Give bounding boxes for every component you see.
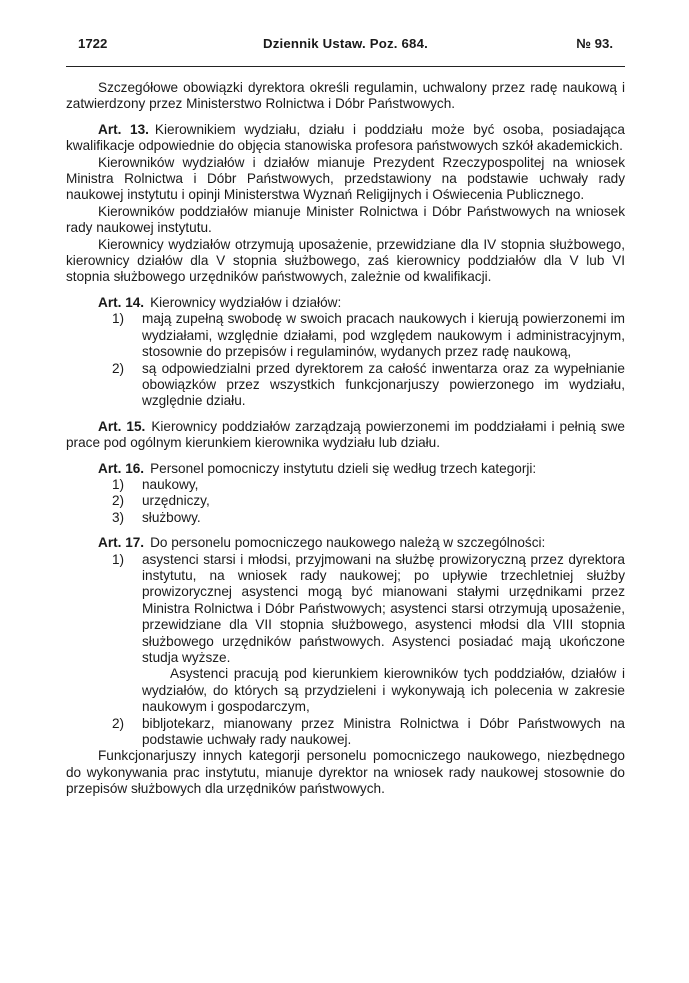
article-15-text: Kierownicy poddziałów zarządzają powierzonemi im poddziałami i pełnią swe prace pod ogólnym kierunkiem kierownika wydziału lub działu. [66, 418, 625, 451]
list-item [66, 493, 625, 509]
article-13-paragraph-4: Kierownicy wydziałów otrzymują uposażenie, przewidziane dla IV stopnia służbowego, kierownicy działów dla V stopnia służbowego, zaś kierownicy poddziałów dla V lub VI stopnia służbowego urzędników państwowych, zależnie od kwalifikacji. [66, 236, 625, 285]
list-item-text: bibljotekarz, mianowany przez Ministra Rolnictwa i Dóbr Państwowych na podstawie uchwały rady naukowej. [142, 715, 625, 748]
article-16 [66, 461, 625, 477]
intro-paragraph: Szczegółowe obowiązki dyrektora określi regulamin, uchwalony przez radę naukową i zatwierdzony przez Ministerstwo Rolnictwa i Dóbr Państwowych. [66, 80, 625, 112]
list-item-number: 1) [112, 476, 125, 492]
article-17 [66, 535, 625, 551]
list-item-text: mają zupełną swobodę w swoich pracach naukowych i kierują powierzonemi im wydziałami, względnie działami, pod względem naukowym i administracyjnym, stosownie do przepisów i regulaminów, wydanych przez radę naukową, [142, 311, 625, 360]
list-item-number: 3) [112, 509, 125, 525]
list-item-number: 1) [112, 551, 125, 567]
article-17-closing: Funkcjonarjuszy innych kategorji personelu pomocniczego naukowego, niezbędnego do wykonywania prac instytutu, mianuje dyrektor na wniosek rady naukowej stosownie do przepisów służbowych dla urzędników państwowych. [66, 748, 625, 797]
list-item [66, 510, 625, 526]
list-item [66, 477, 625, 493]
article-16-lead: Personel pomocniczy instytutu dzieli się według trzech kategorji: [150, 460, 537, 476]
list-item-number: 2) [112, 493, 125, 509]
list-item-text: służbowy. [142, 509, 201, 525]
article-17-list [66, 552, 625, 749]
list-item-subparagraph: Asystenci pracują pod kierunkiem kierowników tych poddziałów, działów i wydziałów, do których są przydzieleni i wykonywają ich polecenia w zakresie naukowym i gospodarczym, [142, 666, 625, 715]
document-body [66, 80, 625, 798]
list-item-number: 2) [112, 715, 125, 731]
header-rule [66, 66, 625, 67]
article-13-text: Kierownikiem wydziału, działu i poddziału może być osoba, posiadająca kwalifikacje odpowiednie do objęcia stanowiska profesora państwowych szkół akademickich. [66, 121, 625, 154]
list-item-text: są odpowiedzialni przed dyrektorem za całość inwentarza oraz za wypełnianie obowiązków przez wszystkich funkcjonarjuszy powierzonego im wydziału, względnie działu. [142, 360, 625, 409]
page-number: 1722 [78, 36, 108, 51]
list-item-text: naukowy, [142, 476, 199, 492]
list-item-number: 1) [112, 311, 125, 327]
list-item-body: asystenci starsi i młodsi, przyjmowani na służbę prowizoryczną przez dyrektora instytutu, na wniosek rady naukowej; po upływie trzechletniej służby prowizorycznej asystenci mogą być mianowani stałymi urzędnikami przez Ministra Rolnictwa i Dóbr Państwowych; asystenci starsi otrzymują uposażenie, przewidziane dla VII stopnia służbowego, asystenci młodsi dla VIII stopnia służbowego urzędników państwowych. Asystenci posiadać mają ukończone studja wyższe. [142, 551, 625, 665]
article-17-label: Art. 17. [98, 535, 145, 551]
article-16-label: Art. 16. [98, 460, 145, 476]
article-13-label: Art. 13. [98, 121, 149, 137]
list-item [66, 311, 625, 360]
list-item-text: urzędniczy, [142, 493, 210, 509]
article-17-lead: Do personelu pomocniczego naukowego należą w szczególności: [150, 535, 546, 551]
article-13 [66, 122, 625, 155]
list-item [66, 552, 625, 716]
article-14 [66, 295, 625, 311]
journal-title: Dziennik Ustaw. Poz. 684. [262, 36, 428, 51]
page-header [78, 36, 613, 54]
issue-number: № 93. [576, 36, 613, 51]
article-14-list [66, 311, 625, 409]
article-14-lead: Kierownicy wydziałów i działów: [150, 294, 342, 310]
list-item [66, 361, 625, 410]
article-16-list [66, 477, 625, 526]
list-item-number: 2) [112, 360, 125, 376]
list-item [66, 716, 625, 749]
article-15 [66, 419, 625, 452]
article-13-paragraph-2: Kierowników wydziałów i działów mianuje Prezydent Rzeczypospolitej na wniosek Ministra Rolnictwa i Dóbr Państwowych, przedstawiony na podstawie uchwały rady naukowej instytutu i opinji Ministerstwa Wyznań Religijnych i Oświecenia Publicznego. [66, 154, 625, 203]
article-15-label: Art. 15. [98, 418, 146, 434]
article-14-label: Art. 14. [98, 294, 145, 310]
article-13-paragraph-3: Kierowników poddziałów mianuje Minister Rolnictwa i Dóbr Państwowych na wniosek rady naukowej instytutu. [66, 203, 625, 236]
list-item-text [142, 552, 625, 716]
